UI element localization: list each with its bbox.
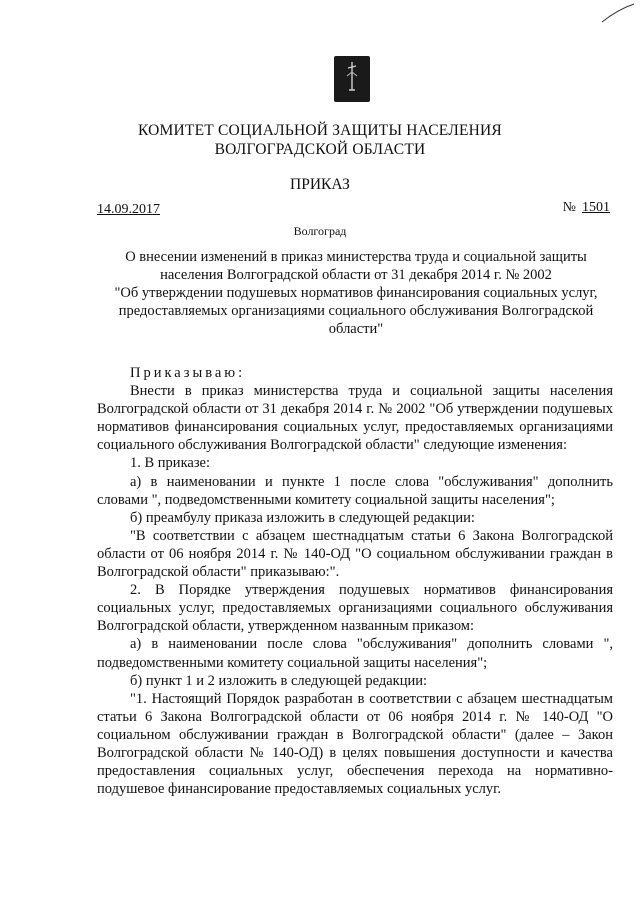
title-line: области": [328, 321, 384, 337]
title-line: "Об утверждении подушевых нормативов финансирования социальных услуг,: [114, 285, 598, 301]
body-paragraph: Приказываю:: [130, 365, 246, 381]
coat-of-arms-emblem-icon: [334, 56, 370, 102]
body-paragraph: 2. В Порядке утверждения подушевых нормативов финансирования социальных услуг, предоставляемых организациями социального обслуживания Волгоградской области, утвержденном названным приказом:: [97, 582, 613, 635]
body-paragraph: а) в наименовании после слова "обслуживания" дополнить словами ", подведомственными комитету социальной защиты населения";: [97, 636, 613, 671]
organization-name: [0, 121, 640, 159]
body-paragraph: 1. В приказе:: [130, 455, 211, 472]
document-type: ПРИКАЗ: [290, 176, 350, 193]
document-date: 14.09.2017: [97, 202, 160, 217]
organization-name-line2: ВОЛГОГРАДСКОЙ ОБЛАСТИ: [214, 141, 426, 158]
body-paragraph: б) преамбулу приказа изложить в следующей редакции:: [130, 509, 475, 526]
city: Волгоград: [293, 224, 347, 238]
body-paragraph: Внести в приказ министерства труда и социальной защиты населения Волгоградской области от 31 декабря 2014 г. № 2002 "Об утверждении подушевых нормативов финансирования социальных услуг, предоставляемых организациями социального обслуживания Волгоградской области" следующие изменения:: [97, 383, 613, 454]
number-value: 1501: [582, 200, 610, 215]
title-line: предоставляемых организациями социального обслуживания Волгоградской: [118, 303, 594, 319]
organization-name-line1: КОМИТЕТ СОЦИАЛЬНОЙ ЗАЩИТЫ НАСЕЛЕНИЯ: [138, 122, 502, 139]
body-paragraph: б) пункт 1 и 2 изложить в следующей редакции:: [130, 672, 428, 689]
title-line: населения Волгоградской области от 31 декабря 2014 г. № 2002: [160, 267, 552, 283]
number-label: №: [562, 200, 576, 215]
pen-stroke-mark-icon: [600, 2, 636, 29]
body-paragraph: "1. Настоящий Порядок разработан в соответствии с абзацем шестнадцатым статьи 6 Закона Волгоградской области от 06 ноября 2014 г. № 140-ОД "О социальном обслуживании граждан в Волгоградской области" (далее – Закон Волгоградской области № 140-ОД) в целях повышения доступности и качества предоставления социальных услуг, обеспечения перехода на нормативно-подушевое финансирование предоставляемых социальных услуг.: [97, 690, 613, 798]
body-paragraph: "В соответствии с абзацем шестнадцатым статьи 6 Закона Волгоградской области от 06 ноября 2014 г. № 140-ОД "О социальном обслуживании граждан в Волгоградской области" приказываю:".: [97, 527, 613, 581]
document-title: [100, 248, 612, 338]
document-number: [563, 200, 610, 216]
title-line: О внесении изменений в приказ министерства труда и социальной защиты: [125, 249, 587, 265]
body-paragraph: а) в наименовании и пункте 1 после слова "обслуживания" дополнить словами ", подведомственными комитету социальной защиты населения";: [97, 473, 613, 508]
document-body: [97, 364, 613, 798]
